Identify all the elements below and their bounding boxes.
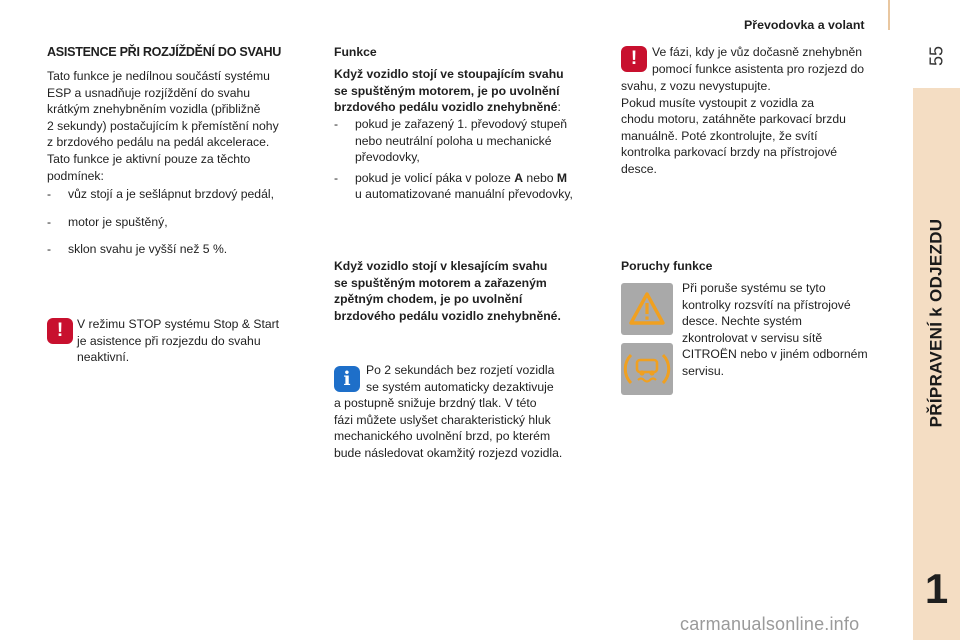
uphill-conditions — [334, 116, 604, 207]
info-text-indent: Po 2 sekundách bez rozjetí vozidla se systém automaticky dezaktivuje — [366, 363, 555, 394]
downhill-heading: Když vozidlo stojí v klesajícím svahu se spuštěným motorem a zařazeným zpětným chodem, je po uvolnění brzdového pedálu vozidlo znehybněné. — [334, 259, 561, 323]
faults-title: Poruchy funkce — [621, 259, 713, 273]
page-number: 55 — [926, 45, 947, 67]
stop-start-warning: V režimu STOP systému Stop & Start je asistence při rozjezdu do svahu neaktivní. — [77, 317, 280, 365]
header-divider — [888, 0, 890, 30]
chapter-number: 1 — [924, 565, 949, 612]
list-item: - pokud je volicí páka v poloze A nebo M u automatizované manuální převodovky, — [334, 170, 573, 202]
info-icon: i — [334, 366, 360, 392]
warning-icon: ! — [47, 318, 73, 344]
section-title: ASISTENCE PŘI ROZJÍŽDĚNÍ DO SVAHU — [47, 45, 282, 59]
conditions-list — [47, 186, 317, 269]
uphill-heading: Když vozidlo stojí ve stoupajícím svahu se spuštěným motorem, je po uvolnění brzdového pedálu vozidlo znehybněné: — [334, 67, 564, 115]
chapter-title: PŘÍPRAVENÍ k ODJEZDU — [926, 218, 946, 428]
function-title: Funkce — [334, 45, 377, 59]
list-item: - pokud je zařazený 1. převodový stupeň nebo neutrální poloha u mechanické převodovky, — [334, 117, 568, 165]
info-text: a postupně snižuje brzdný tlak. V této fázi můžete uslyšet charakteristický hluk mechanického uvolnění brzd, po kterém bude následovat okamžitý rozjezd vozidla. — [334, 396, 563, 460]
warning-icon: ! — [621, 46, 647, 72]
intro-paragraph: Tato funkce je nedílnou součástí systému ESP a usnadňuje rozjíždění do svahu krátkým znehybněním vozidla (přibližně 2 sekundy) postačujícím k přemístění nohy z brzdového pedálu na pedál akcelerace. Tato funkce je aktivní pouze za těchto podmínek: — [47, 69, 279, 183]
list-item: - motor je spuštěný, — [47, 214, 168, 229]
list-item: - vůz stojí a je sešlápnut brzdový pedál, — [47, 187, 274, 201]
section-header: Převodovka a volant — [744, 18, 865, 32]
warning-triangle-lamp-icon — [621, 283, 673, 335]
immobilized-warning-indent: Ve fázi, kdy je vůz dočasně znehybněn pomocí funkce asistenta pro rozjezd do — [652, 45, 865, 76]
watermark: carmanualsonline.info — [680, 614, 860, 634]
list-item: - sklon svahu je vyšší než 5 %. — [47, 242, 228, 257]
faults-text: Při poruše systému se tyto kontrolky rozsvítí na přístrojové desce. Nechte systém zkontrolovat v servisu sítě CITROËN nebo v jiném odborném servisu. — [682, 281, 868, 378]
immobilized-warning: svahu, z vozu nevystupujte. Pokud musíte vystoupit z vozidla za chodu motoru, zatáhněte parkovací brzdu manuálně. Poté zkontrolujte, že svítí kontrolka parkovací brzdy na přístrojové desce. — [621, 79, 846, 176]
skid-esp-lamp-icon — [621, 343, 673, 395]
